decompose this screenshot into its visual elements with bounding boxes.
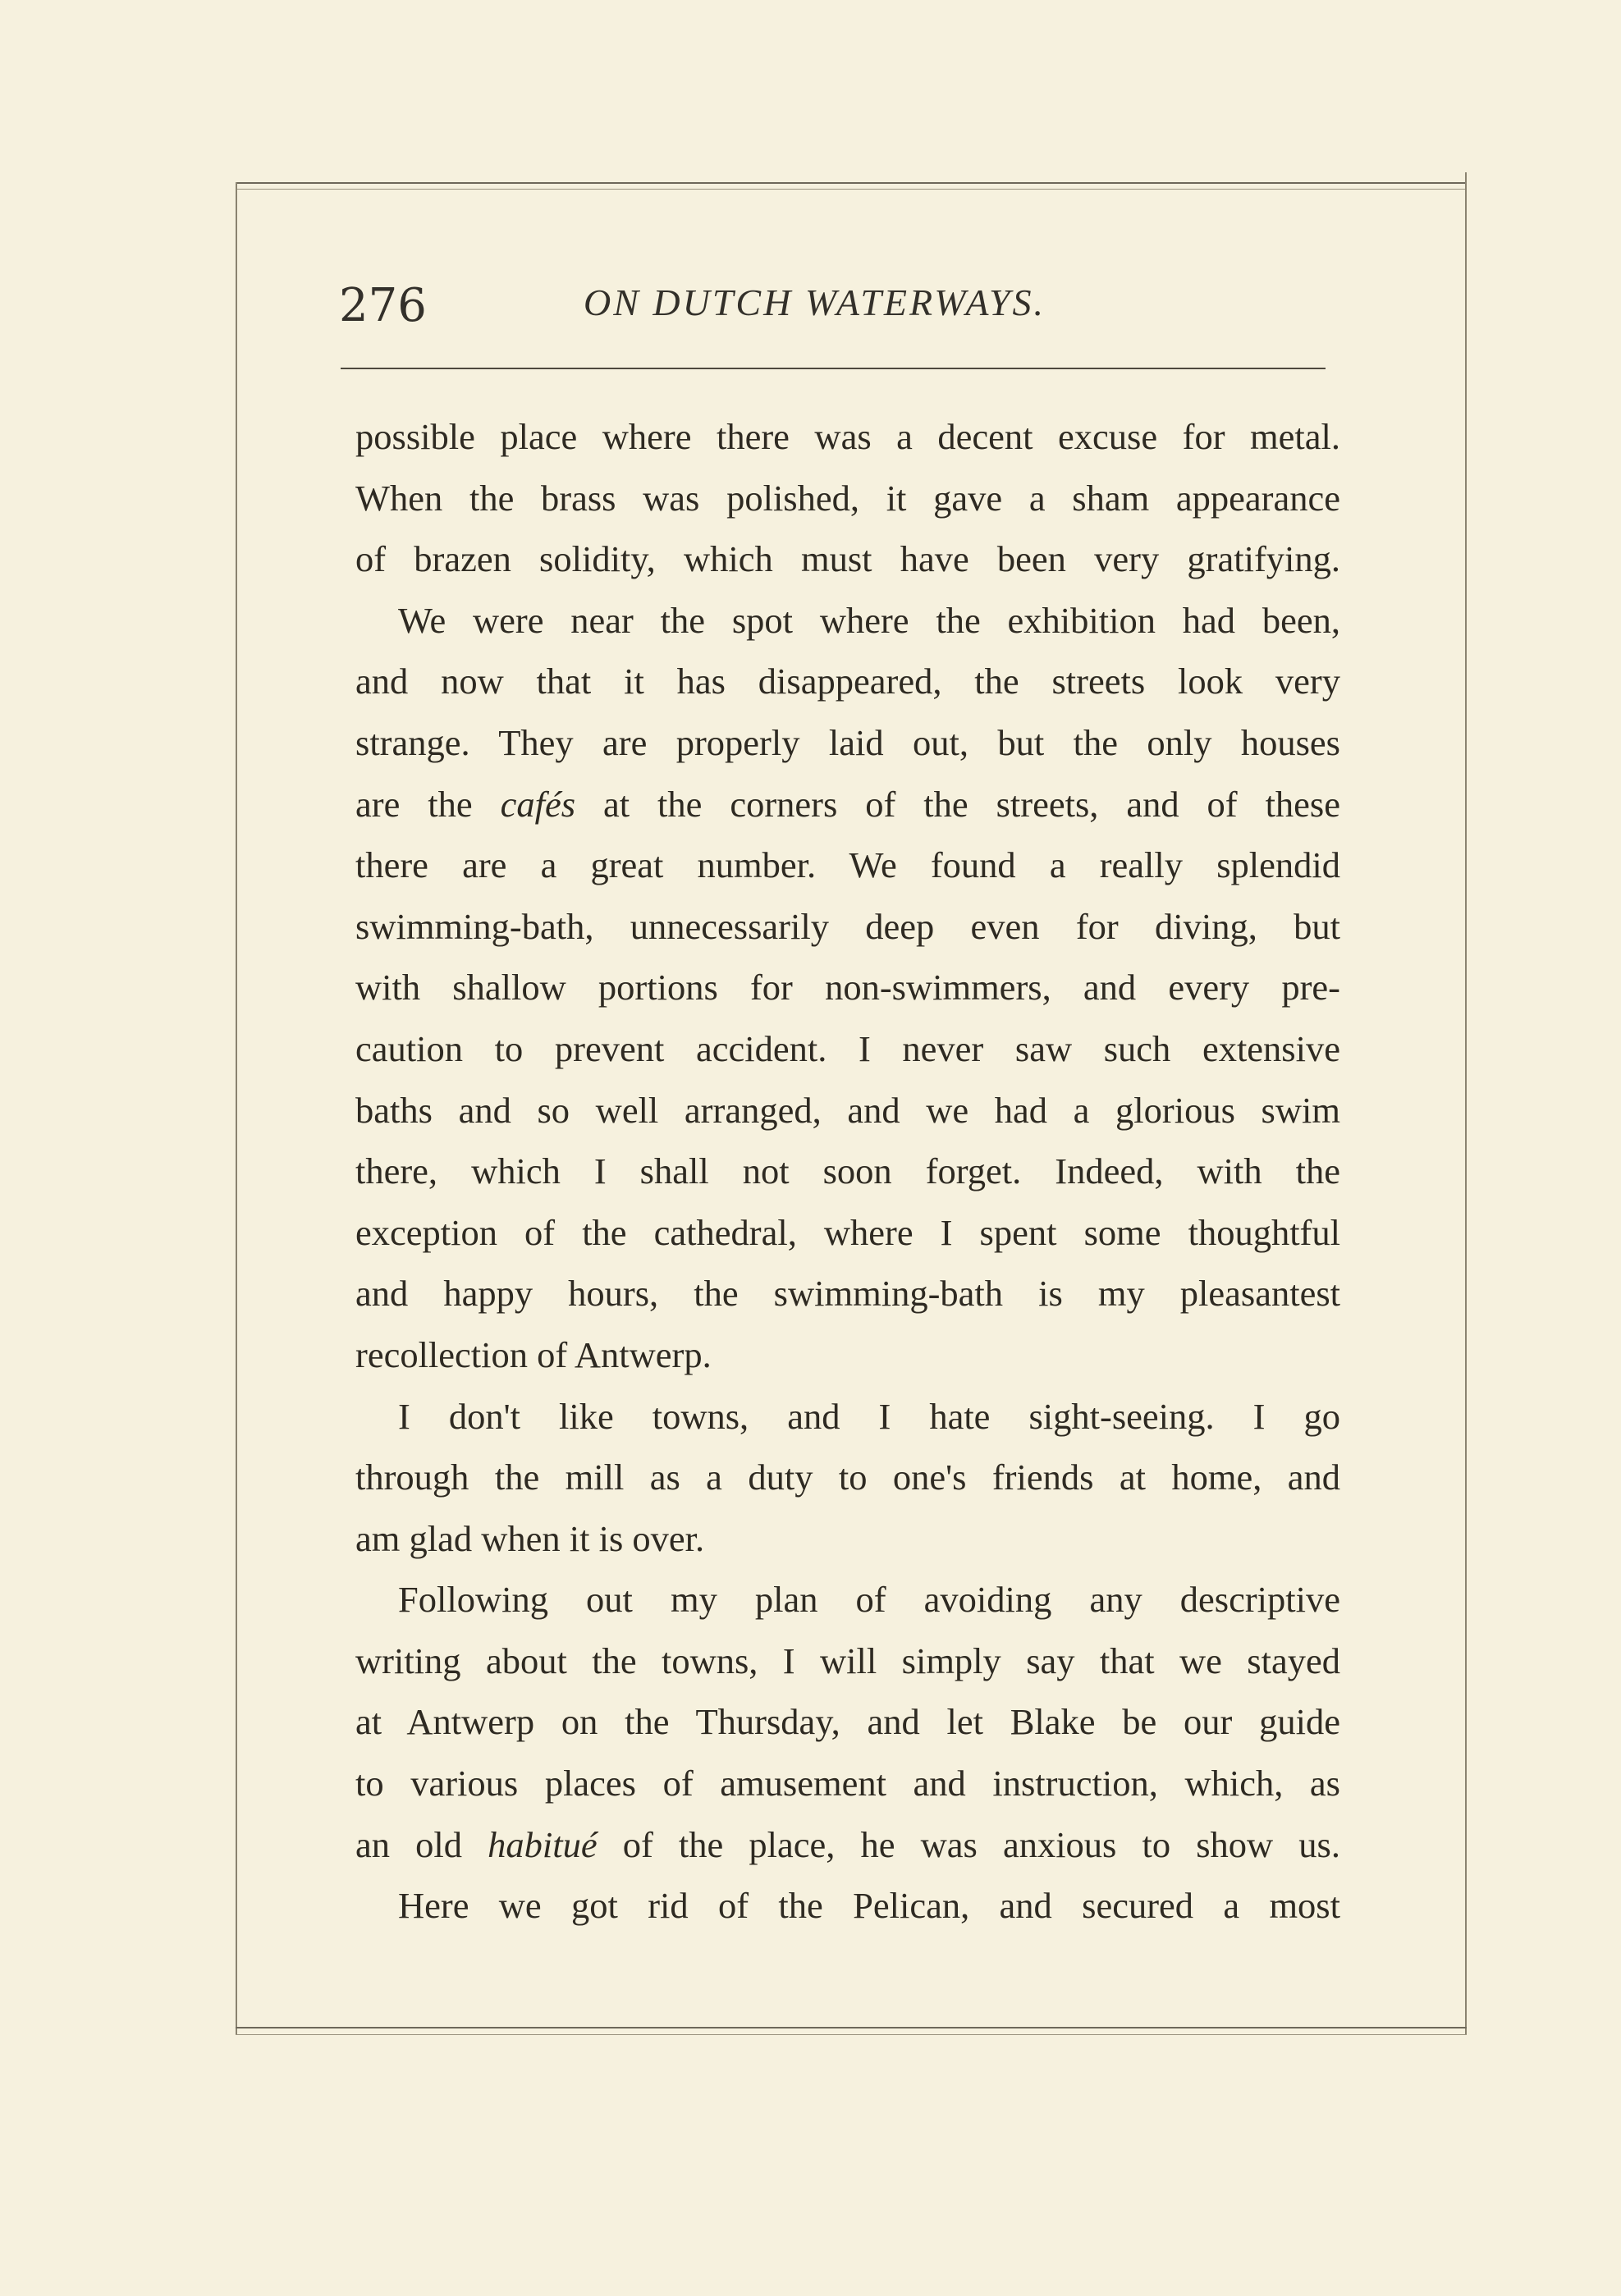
text-line: there, which I shall not soon forget. Indeed, with the bbox=[355, 1150, 1340, 1192]
italic-word: habitué bbox=[488, 1823, 598, 1865]
text-line: through the mill as a duty to one's friends at home, and bbox=[355, 1457, 1340, 1498]
frame-bottom-rule bbox=[236, 2027, 1467, 2028]
text-line: strange. They are properly laid out, but the only houses bbox=[355, 721, 1340, 763]
text-line: We were near the spot where the exhibition had been, bbox=[398, 599, 1340, 641]
header-rule bbox=[341, 368, 1326, 369]
italic-word: cafés bbox=[500, 783, 576, 825]
running-title: ON DUTCH WATERWAYS. bbox=[584, 281, 1046, 323]
text-line: caution to prevent accident. I never saw such extensive bbox=[355, 1027, 1340, 1069]
text-line: Here we got rid of the Pelican, and secured a most bbox=[398, 1885, 1340, 1927]
text-line bbox=[355, 1814, 1340, 1876]
text-line: baths and so well arranged, and we had a glorious swim bbox=[355, 1089, 1340, 1131]
body-text bbox=[355, 406, 1340, 1937]
text-line: possible place where there was a decent excuse for metal. bbox=[355, 416, 1340, 457]
frame-top-rule-inner bbox=[236, 189, 1467, 190]
text-line: Following out my plan of avoiding any descriptive bbox=[398, 1579, 1340, 1621]
frame-top-rule bbox=[236, 182, 1467, 184]
page-number: 276 bbox=[339, 279, 427, 332]
text-span: at the corners of the streets, and of these bbox=[575, 783, 1341, 825]
text-line: and happy hours, the swimming-bath is my pleasantest bbox=[355, 1273, 1340, 1315]
text-line: swimming-bath, unnecessarily deep even for diving, but bbox=[355, 905, 1340, 947]
text-span: an old bbox=[355, 1823, 488, 1865]
text-line: and now that it has disappeared, the streets look very bbox=[355, 661, 1340, 702]
text-line: to various places of amusement and instruction, which, as bbox=[355, 1763, 1340, 1804]
text-line: with shallow portions for non-swimmers, and every pre- bbox=[355, 967, 1340, 1009]
text-line: writing about the towns, I will simply say that we stayed bbox=[355, 1640, 1340, 1681]
text-line: at Antwerp on the Thursday, and let Blake be our guide bbox=[355, 1701, 1340, 1743]
text-line: exception of the cathedral, where I spent some thoughtful bbox=[355, 1211, 1340, 1253]
text-line: recollection of Antwerp. bbox=[355, 1333, 712, 1375]
text-span: of the place, he was anxious to show us. bbox=[597, 1823, 1340, 1865]
page-header bbox=[339, 271, 1332, 345]
text-line: of brazen solidity, which must have been very gratifying. bbox=[355, 538, 1340, 580]
text-line: am glad when it is over. bbox=[355, 1517, 705, 1559]
frame-right-rule bbox=[1465, 172, 1467, 2035]
frame-left-rule bbox=[236, 182, 237, 2035]
text-line bbox=[355, 774, 1340, 835]
frame-bottom-rule-inner bbox=[236, 2034, 1467, 2035]
text-line: there are a great number. We found a really splendid bbox=[355, 844, 1340, 886]
text-line: When the brass was polished, it gave a sham appearance bbox=[355, 477, 1340, 519]
text-line: I don't like towns, and I hate sight-seeing. I go bbox=[398, 1395, 1340, 1437]
text-span: are the bbox=[355, 783, 501, 825]
